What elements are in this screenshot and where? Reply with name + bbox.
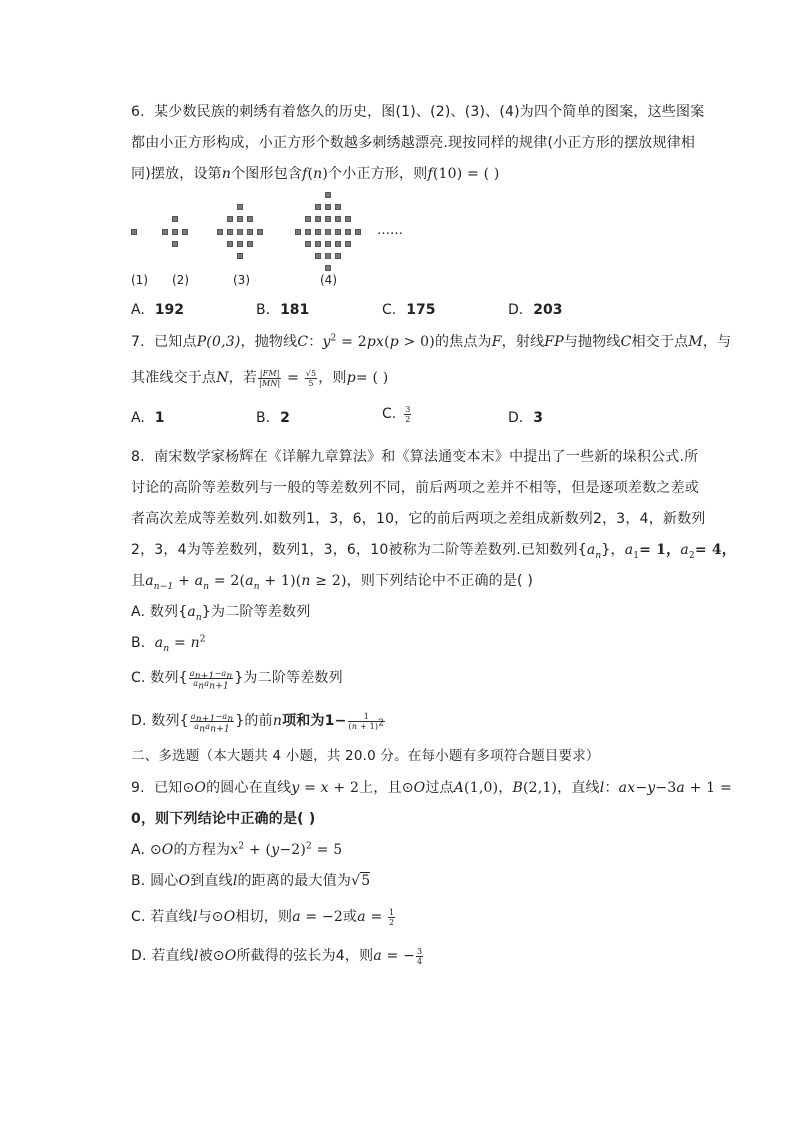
q7-option-b: B. 2	[256, 410, 290, 426]
square-icon	[247, 241, 253, 247]
q7-line-2: 其准线交于点N，若 $\frac{|FM|}{|MN|}$ = $\frac{√5}{5}$ ，则p= ( )	[131, 368, 389, 388]
q8-line-4: 2，3，4为等差数列，数列1，3，6，10被称为二阶等差数列.已知数列$\{a_n\}$，$a_1= 1$，$a_2= 4$，	[131, 542, 736, 561]
square-icon	[227, 229, 233, 235]
q6-line-2: 都由小正方形构成，小正方形个数越多刺绣越漂亮.现按同样的规律(小正方形的摆放规律相	[131, 135, 696, 151]
square-icon	[131, 229, 137, 235]
q6-option-c: C. 175	[382, 302, 436, 318]
q9-line-2: 0，则下列结论中正确的是( )	[131, 811, 316, 827]
square-icon	[325, 216, 331, 222]
square-icon	[315, 241, 321, 247]
q6-option-d: D. 203	[508, 302, 563, 318]
square-icon	[315, 229, 321, 235]
q7-option-d: D. 3	[508, 410, 543, 426]
q8-option-c: C. 数列{ $\frac{a_{n+1}-a_n}{a_na_{n+1}}$ }为二阶等差数列	[131, 668, 343, 692]
square-icon	[295, 229, 301, 235]
square-icon	[315, 253, 321, 259]
square-icon	[345, 229, 351, 235]
square-icon	[325, 192, 331, 198]
square-icon	[217, 229, 223, 235]
square-icon	[335, 229, 341, 235]
square-icon	[315, 204, 321, 210]
square-icon	[237, 216, 243, 222]
square-icon	[335, 241, 341, 247]
ellipsis: ……	[377, 223, 403, 238]
square-icon	[172, 229, 178, 235]
square-icon	[325, 229, 331, 235]
square-icon	[237, 229, 243, 235]
square-icon	[325, 265, 331, 271]
square-icon	[345, 241, 351, 247]
q8-option-d: D. 数列{ $\frac{a_{n+1}-a_n}{a_na_{n+1}}$ }的前n项和为1− $\frac{1}{(n + 1)^2}$	[131, 711, 385, 735]
square-icon	[355, 229, 361, 235]
square-icon	[237, 241, 243, 247]
q6-option-a: A. 192	[131, 302, 185, 318]
square-icon	[237, 253, 243, 259]
q7-option-a: A. 1	[131, 410, 165, 426]
square-icon	[172, 241, 178, 247]
q9-option-d: D. 若直线l被⊙O所截得的弦长为4，则a = − $\frac{3}{4}$	[131, 946, 423, 966]
square-icon	[335, 216, 341, 222]
square-icon	[247, 229, 253, 235]
fig-label-4: (4)	[320, 273, 337, 287]
square-icon	[257, 229, 263, 235]
square-icon	[325, 241, 331, 247]
square-icon	[325, 253, 331, 259]
square-icon	[335, 204, 341, 210]
square-icon	[182, 229, 188, 235]
square-icon	[247, 216, 253, 222]
square-icon	[305, 241, 311, 247]
fig-label-3: (3)	[233, 273, 250, 287]
q6-option-b: B. 181	[256, 302, 310, 318]
q7-line-1: 7. 已知点P(0,3)，抛物线C：$y^2 = 2px(p > 0)$的焦点为F，射线FP与抛物线C相交于点M，与	[131, 333, 732, 350]
square-icon	[162, 229, 168, 235]
q8-line-3: 者高次差成等差数列.如数列1，3，6，10，它的前后两项之差组成新数列2，3，4，新数列	[131, 511, 706, 527]
q8-line-1: 8. 南宋数学家杨辉在《详解九章算法》和《算法通变本末》中提出了一些新的垛积公式.所	[131, 449, 699, 465]
q9-line-1: 9. 已知⊙O的圆心在直线y = x + 2上，且⊙O过点A(1,0)，B(2,1)，直线l：ax−y−3a + 1 =	[131, 780, 732, 796]
square-icon	[315, 216, 321, 222]
q7-option-c: C. $\frac{3}{2}$	[382, 404, 411, 424]
q8-option-a: A. 数列$\{a_n\}$为二阶等差数列	[131, 604, 311, 623]
square-icon	[305, 229, 311, 235]
square-icon	[227, 241, 233, 247]
square-icon	[172, 216, 178, 222]
square-icon	[345, 216, 351, 222]
fig-label-1: (1)	[131, 273, 148, 287]
square-icon	[305, 216, 311, 222]
q9-option-a: A. ⊙O的方程为$x^2 + (y-2)^2 = 5$	[131, 841, 343, 858]
q8-line-2: 讨论的高阶等差数列与一般的等差数列不同，前后两项之差并不相等，但是逐项差数之差或	[131, 480, 699, 496]
q6-line-3: 同)摆放，设第n个图形包含f(n)个小正方形，则f(10) = ( )	[131, 166, 500, 182]
square-icon	[227, 216, 233, 222]
q9-option-c: C. 若直线l与⊙O相切，则a = −2或a = $\frac{1}{2}$	[131, 907, 395, 927]
square-icon	[237, 204, 243, 210]
square-icon	[335, 253, 341, 259]
q9-option-b: B. 圆心O到直线l的距离的最大值为√5	[131, 873, 371, 889]
q6-line-1: 6. 某少数民族的刺绣有着悠久的历史，图(1)、(2)、(3)、(4)为四个简单的图案，这些图案	[131, 104, 705, 120]
section-2-title: 二、多选题（本大题共 4 小题，共 20.0 分。在每小题有多项符合题目要求）	[131, 748, 600, 764]
q8-option-b: B. $a_n = n^2$	[131, 634, 206, 654]
fig-label-2: (2)	[172, 273, 189, 287]
square-icon	[325, 204, 331, 210]
q8-line-5: 且$a_{n-1} + a_n = 2(a_n + 1)(n \ge 2)$，则下列结论中不正确的是( )	[131, 573, 534, 592]
